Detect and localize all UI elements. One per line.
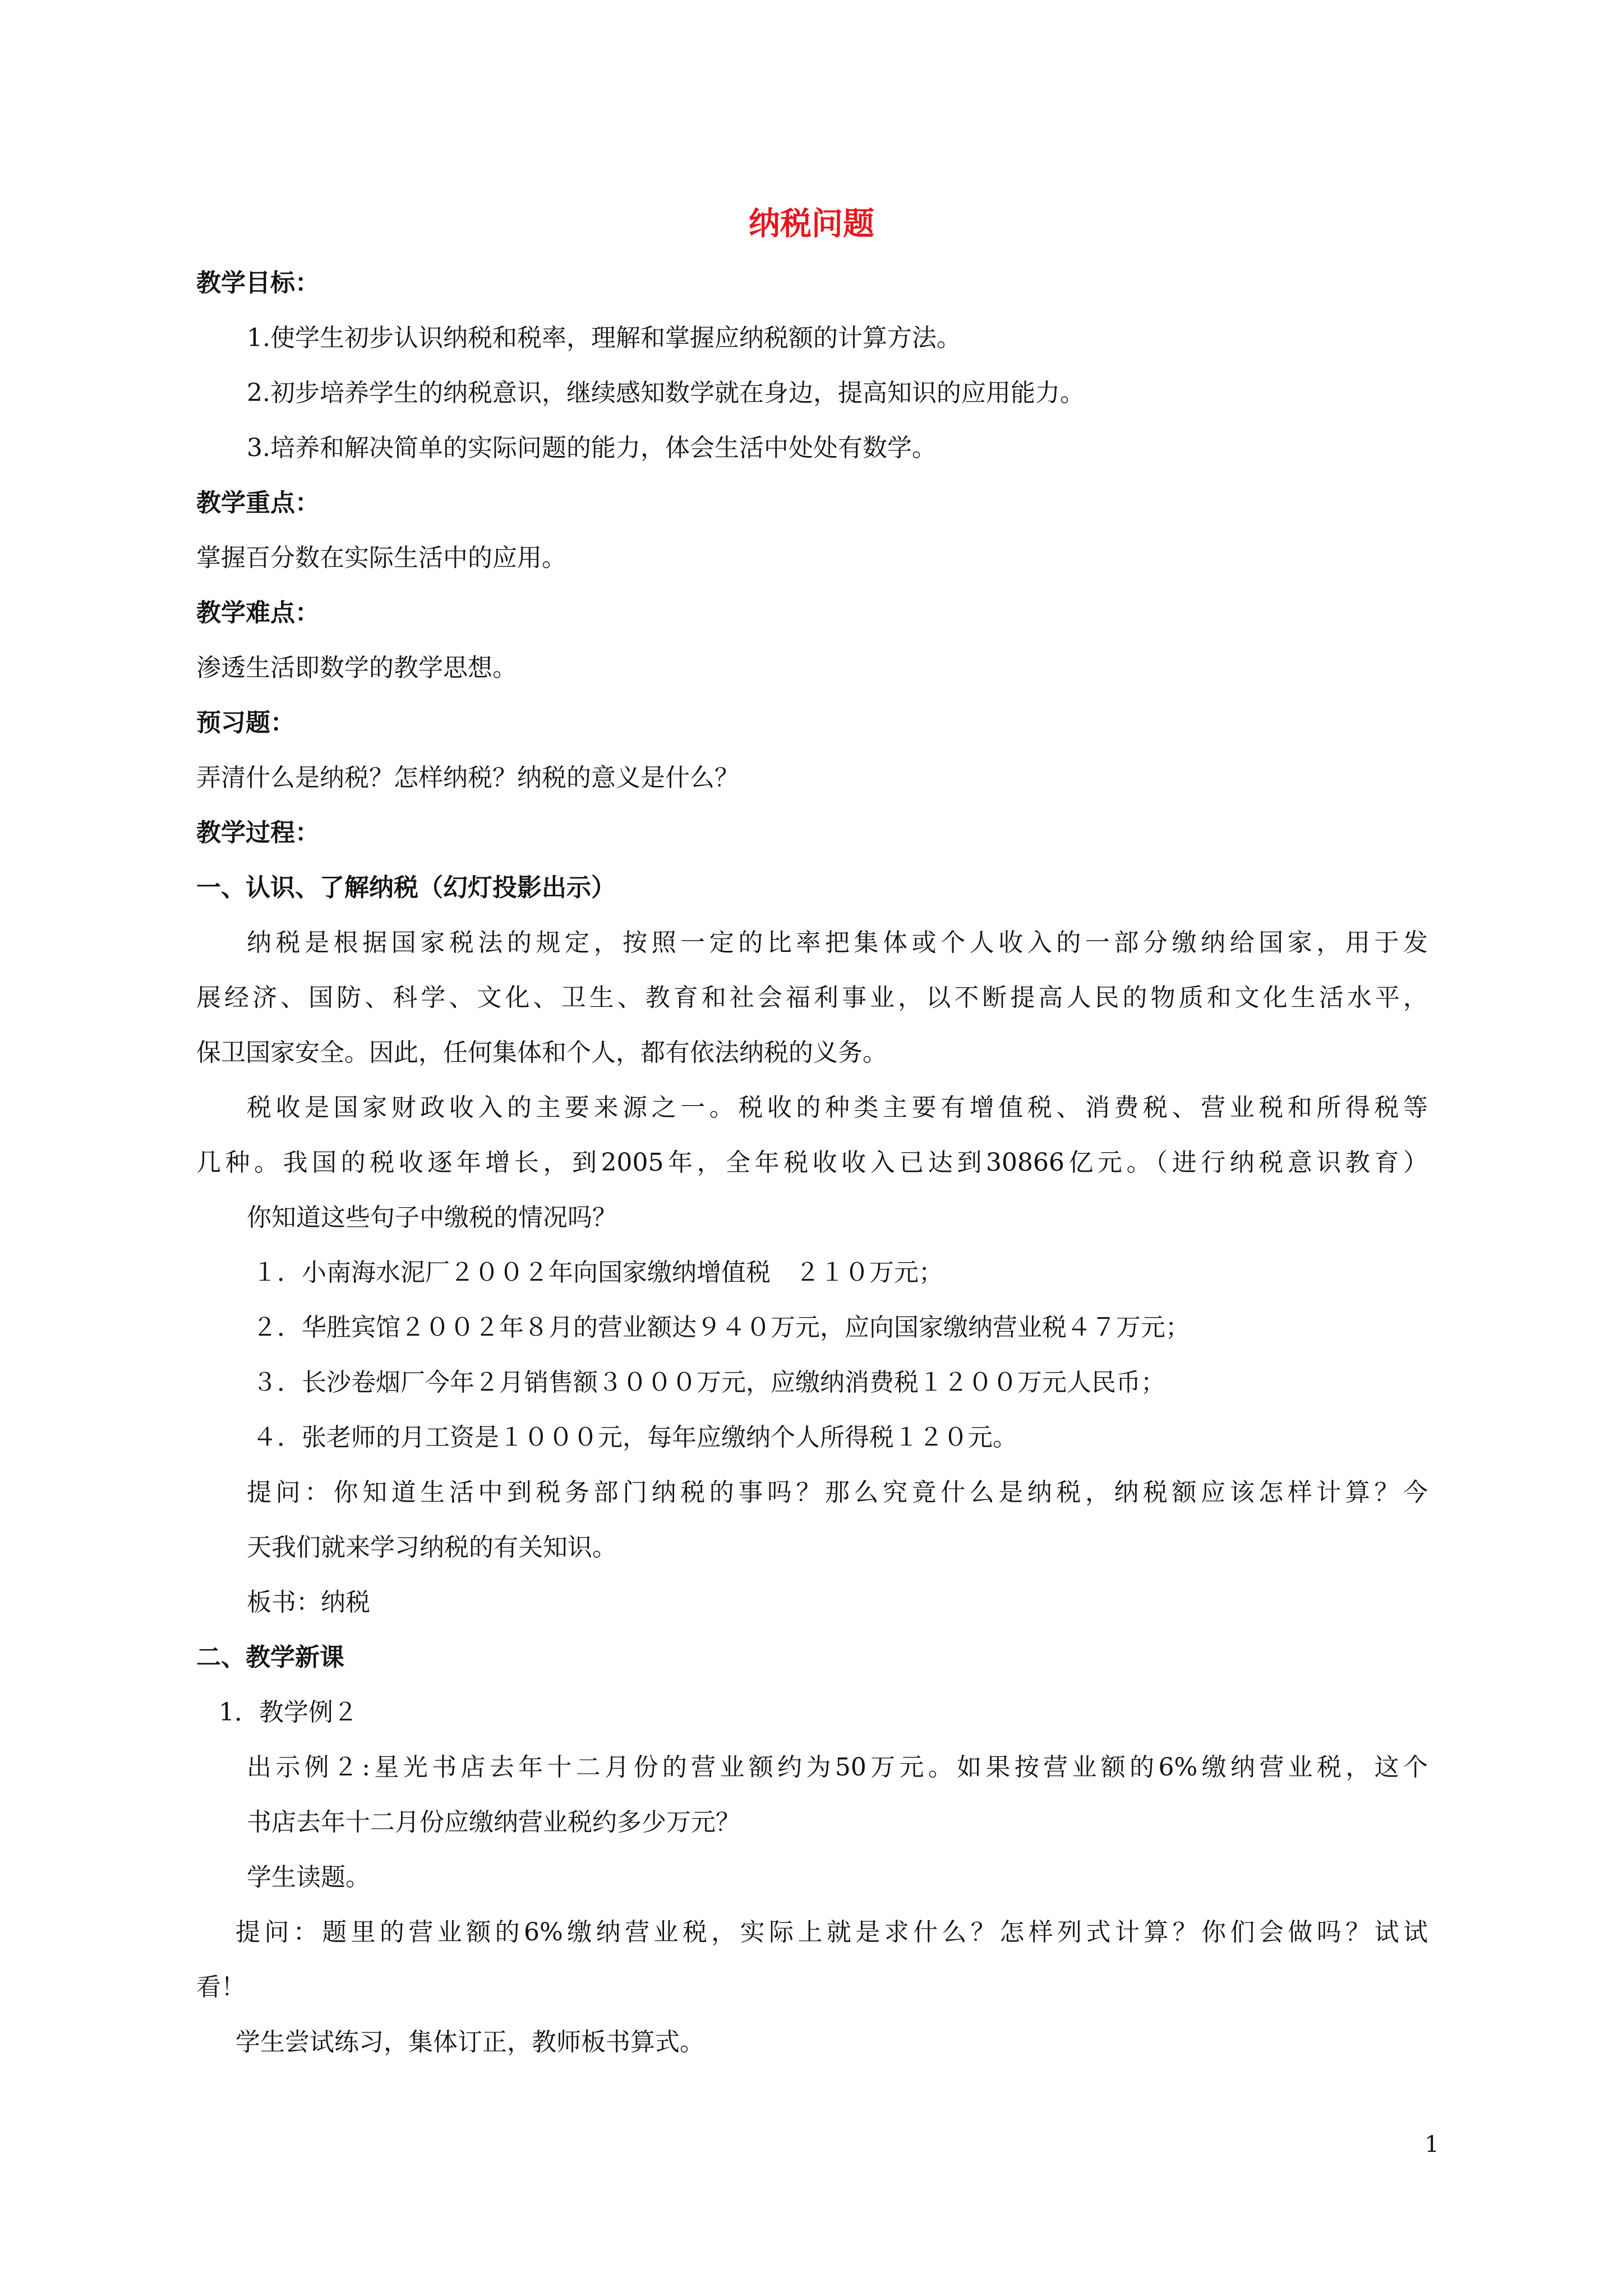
preview-heading: 预习题： (196, 708, 295, 737)
question-intro: 你知道这些句子中缴税的情况吗？ (247, 1203, 617, 1232)
example-item: １．小南海水泥厂２００２年向国家缴纳增值税 ２１０万元； (252, 1258, 943, 1287)
part1-heading: 一、认识、了解纳税（幻灯投影出示） (196, 873, 616, 902)
difficulties-heading: 教学难点： (196, 599, 320, 627)
part1-paragraph1-line: 展经济、国防、科学、文化、卫生、教育和社会福利事业，以不断提高人民的物质和文化生活水平， (196, 983, 1428, 1012)
objective-item: 3.培养和解决简单的实际问题的能力，体会生活中处处有数学。 (247, 434, 937, 462)
page-number: 1 (1424, 2132, 1439, 2157)
key-points-text: 掌握百分数在实际生活中的应用。 (196, 544, 566, 572)
lesson-item: 1．教学例２ (219, 1698, 358, 1727)
key-points-heading: 教学重点： (196, 489, 320, 517)
students-read: 学生读题。 (247, 1863, 370, 1892)
document-title: 纳税问题 (749, 205, 874, 242)
example2-line: 出示例２:星光书店去年十二月份的营业额约为50万元。如果按营业额的6%缴纳营业税，这个 (247, 1753, 1428, 1782)
ask2-line: 提问：题里的营业额的6%缴纳营业税，实际上就是求什么？怎样列式计算？你们会做吗？试试 (236, 1918, 1428, 1947)
objective-item: 2.初步培养学生的纳税意识，继续感知数学就在身边，提高知识的应用能力。 (247, 379, 1085, 407)
ask-line: 天我们就来学习纳税的有关知识。 (247, 1533, 617, 1562)
part1-paragraph2-line: 税收是国家财政收入的主要来源之一。税收的种类主要有增值税、消费税、营业税和所得税等 (247, 1093, 1428, 1122)
part1-paragraph1-line: 保卫国家安全。因此，任何集体和个人，都有依法纳税的义务。 (196, 1038, 887, 1067)
ask-line: 提问：你知道生活中到税务部门纳税的事吗？那么究竟什么是纳税，纳税额应该怎样计算？今 (247, 1478, 1428, 1507)
example-item: ４．张老师的月工资是１０００元，每年应缴纳个人所得税１２０元。 (252, 1423, 1017, 1452)
example-item: ３．长沙卷烟厂今年２月销售额３０００万元，应缴纳消费税１２００万元人民币； (252, 1368, 1165, 1397)
objective-item: 1.使学生初步认识纳税和税率，理解和掌握应纳税额的计算方法。 (247, 324, 961, 352)
example-item: ２．华胜宾馆２００２年８月的营业额达９４０万元，应向国家缴纳营业税４７万元； (252, 1313, 1190, 1342)
board-note: 板书：纳税 (247, 1588, 370, 1617)
difficulties-text: 渗透生活即数学的教学思想。 (196, 654, 517, 682)
process-heading: 教学过程： (196, 818, 320, 847)
preview-text: 弄清什么是纳税？怎样纳税？纳税的意义是什么？ (196, 763, 739, 792)
example2-line: 书店去年十二月份应缴纳营业税约多少万元？ (247, 1808, 740, 1837)
practice-line: 学生尝试练习，集体订正，教师板书算式。 (236, 2028, 704, 2056)
ask2-line: 看！ (196, 1973, 246, 2001)
objectives-heading: 教学目标： (196, 269, 320, 297)
part1-paragraph1-line: 纳税是根据国家税法的规定，按照一定的比率把集体或个人收入的一部分缴纳给国家，用于发 (247, 928, 1428, 957)
part1-paragraph2-line: 几种。我国的税收逐年增长，到2005年，全年税收收入已达到30866亿元。（进行纳税意识教育） (196, 1148, 1428, 1177)
part2-heading: 二、教学新课 (196, 1643, 344, 1672)
